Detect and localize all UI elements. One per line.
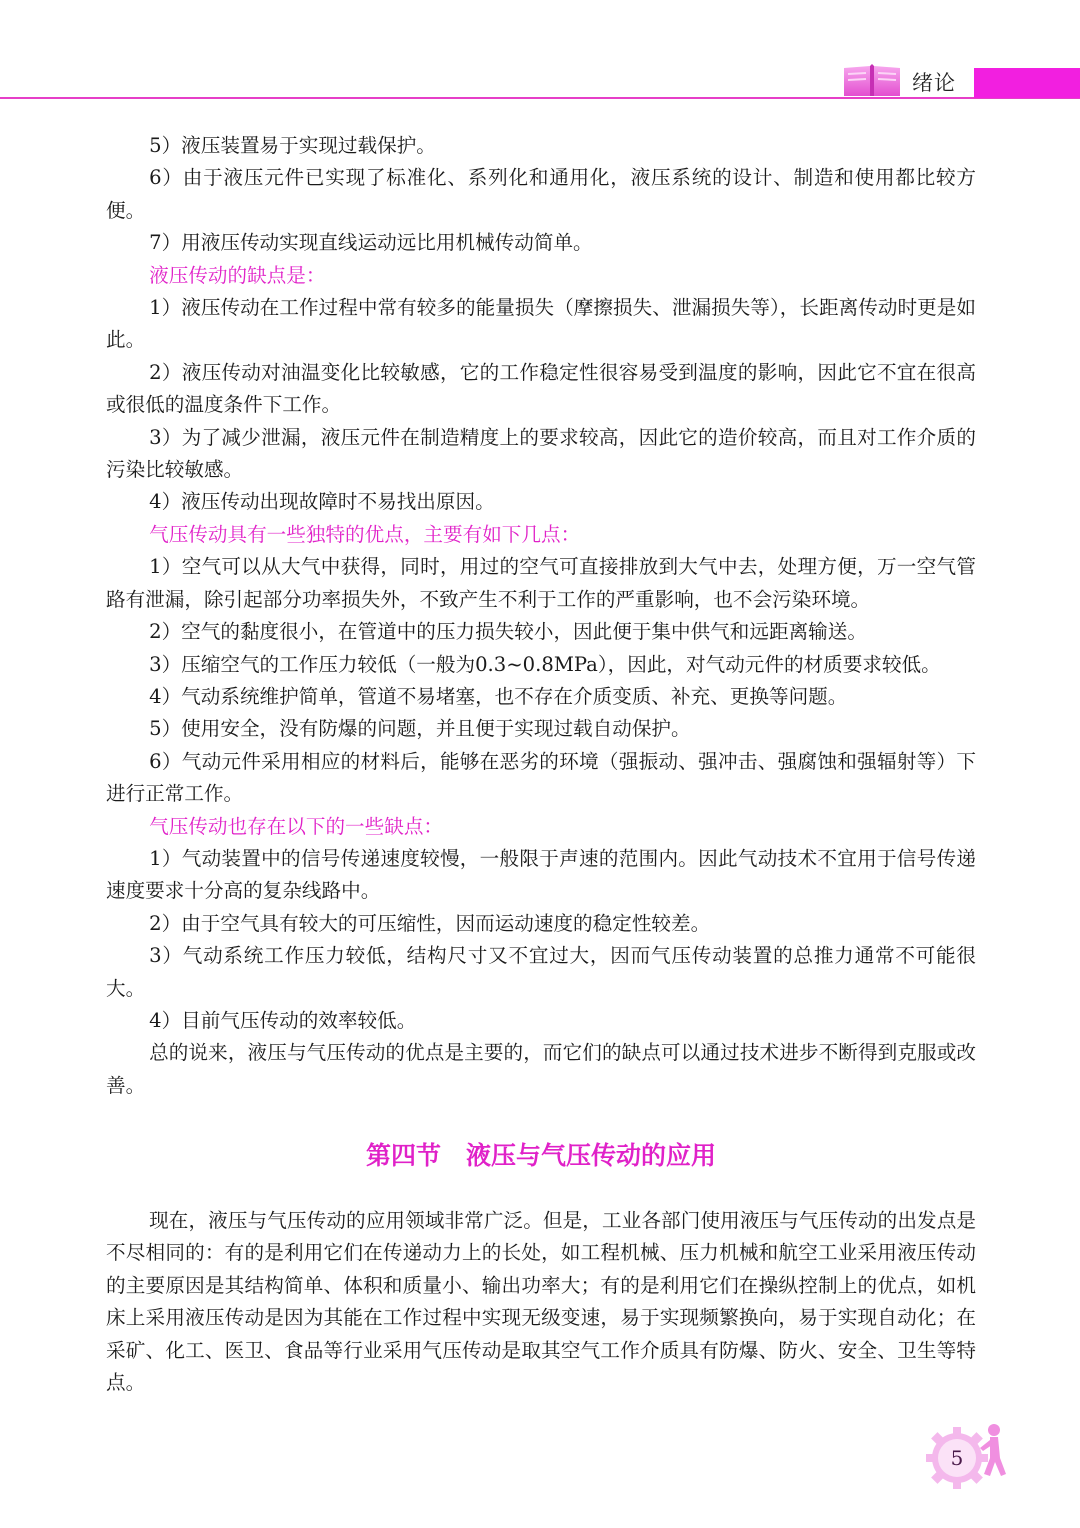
body-text [106, 130, 976, 1102]
paragraph: 5）使用安全，没有防爆的问题，并且便于实现过载自动保护。 [149, 717, 691, 741]
book-icon [842, 62, 902, 98]
paragraph: 4）目前气压传动的效率较低。 [149, 1008, 417, 1032]
paragraph: 总的说来，液压与气压传动的优点是主要的，而它们的缺点可以通过技术进步不断得到克服或改善。 [106, 1041, 976, 1097]
subheading-pneumatic-disadvantages: 气压传动也存在以下的一些缺点： [149, 814, 444, 838]
chapter-title: 绪论 [912, 71, 956, 95]
header-accent-bar [974, 68, 1080, 98]
paragraph: 7）用液压传动实现直线运动远比用机械传动简单。 [149, 231, 593, 255]
section-body [106, 1205, 976, 1399]
subheading-hydraulic-disadvantages: 液压传动的缺点是： [149, 263, 326, 287]
paragraph: 现在，液压与气压传动的应用领域非常广泛。但是，工业各部门使用液压与气压传动的出发点是不尽相同的：有的是利用它们在传递动力上的长处，如工程机械、压力机械和航空工业采用液压传动的主要原因是其结构简单、体积和质量小、输出功率大；有的是利用它们在操纵控制上的优点，如机床上采用液压传动是因为其能在工作过程中实现无级变速，易于实现频繁换向，易于实现自动化；在采矿、化工、医卫、食品等行业采用气压传动是取其空气工作介质具有防爆、防火、安全、卫生等特点。 [106, 1209, 976, 1395]
paragraph: 3）为了减少泄漏，液压元件在制造精度上的要求较高，因此它的造价较高，而且对工作介质的污染比较敏感。 [106, 425, 976, 482]
paragraph: 6）由于液压元件已实现了标准化、系列化和通用化，液压系统的设计、制造和使用都比较方便。 [106, 166, 976, 222]
paragraph: 2）由于空气具有较大的可压缩性，因而运动速度的稳定性较差。 [149, 911, 711, 935]
paragraph: 3）气动系统工作压力较低，结构尺寸又不宜过大，因而气压传动装置的总推力通常不可能很大。 [106, 944, 976, 1000]
section-heading: 第四节 液压与气压传动的应用 [365, 1141, 716, 1170]
paragraph: 4）液压传动出现故障时不易找出原因。 [149, 490, 495, 514]
paragraph: 6）气动元件采用相应的材料后，能够在恶劣的环境（强振动、强冲击、强腐蚀和强辐射等）下进行正常工作。 [106, 749, 976, 806]
page-number-badge [920, 1418, 1010, 1494]
paragraph: 2）液压传动对油温变化比较敏感，它的工作稳定性很容易受到温度的影响，因此它不宜在很高或很低的温度条件下工作。 [106, 360, 976, 417]
paragraph: 3）压缩空气的工作压力较低（一般为0.3~0.8MPa），因此，对气动元件的材质要求较低。 [149, 652, 941, 676]
paragraph: 1）气动装置中的信号传递速度较慢，一般限于声速的范围内。因此气动技术不宜用于信号传递速度要求十分高的复杂线路中。 [106, 846, 976, 903]
page-number: 5 [950, 1446, 964, 1470]
paragraph: 2）空气的黏度很小，在管道中的压力损失较小，因此便于集中供气和远距离输送。 [149, 620, 867, 644]
paragraph: 5）液压装置易于实现过载保护。 [149, 134, 436, 157]
paragraph: 4）气动系统维护简单，管道不易堵塞，也不存在介质变质、补充、更换等问题。 [149, 684, 848, 708]
subheading-pneumatic-advantages: 气压传动具有一些独特的优点，主要有如下几点： [149, 522, 581, 546]
paragraph: 1）液压传动在工作过程中常有较多的能量损失（摩擦损失、泄漏损失等），长距离传动时更是如此。 [106, 296, 976, 352]
paragraph: 1）空气可以从大气中获得，同时，用过的空气可直接排放到大气中去，处理方便，万一空气管路有泄漏，除引起部分功率损失外，不致产生不利于工作的严重影响，也不会污染环境。 [106, 555, 976, 611]
